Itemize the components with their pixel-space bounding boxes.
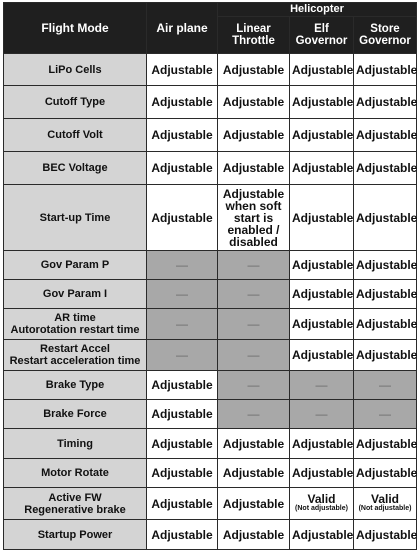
not-adjustable-note: (Not adjustable)	[358, 505, 412, 512]
cell-elf-governor: Adjustable	[290, 340, 354, 371]
row-label: Cutoff Type	[4, 86, 147, 119]
cell-linear-throttle: Adjustable	[218, 86, 290, 119]
table-row	[4, 459, 417, 488]
cell-store-governor: Adjustable	[354, 152, 417, 185]
cell-air-plane: Adjustable	[147, 429, 218, 459]
cell-air-plane-na: —	[147, 340, 218, 371]
cell-air-plane: Adjustable	[147, 185, 218, 251]
flight-mode-table	[3, 2, 417, 550]
row-label-line2: Restart acceleration time	[9, 355, 141, 367]
cell-store-governor-na: —	[354, 371, 417, 400]
cell-store-governor: Adjustable	[354, 340, 417, 371]
cell-linear-throttle-na: —	[218, 280, 290, 309]
row-label-line1: AR time	[54, 312, 96, 324]
cell-elf-governor-na: —	[290, 371, 354, 400]
cell-linear-throttle-na: —	[218, 371, 290, 400]
cell-store-governor-na: —	[354, 400, 417, 429]
valid-text: Valid	[371, 492, 400, 506]
cell-store-governor: Adjustable	[354, 54, 417, 86]
cell-linear-throttle: Adjustable	[218, 152, 290, 185]
cell-air-plane-na: —	[147, 251, 218, 280]
cell-air-plane-na: —	[147, 280, 218, 309]
cell-elf-governor-na: —	[290, 400, 354, 429]
cell-air-plane-na: —	[147, 309, 218, 340]
cell-store-governor-valid	[354, 488, 417, 520]
table-row	[4, 119, 417, 152]
cell-linear-throttle: Adjustable	[218, 429, 290, 459]
cell-linear-throttle: Adjustable	[218, 119, 290, 152]
cell-elf-governor: Adjustable	[290, 459, 354, 488]
cell-linear-throttle-na: —	[218, 340, 290, 371]
cell-store-governor: Adjustable	[354, 185, 417, 251]
table-row	[4, 340, 417, 371]
cell-linear-throttle: Adjustable	[218, 488, 290, 520]
cell-store-governor: Adjustable	[354, 86, 417, 119]
cell-air-plane: Adjustable	[147, 54, 218, 86]
table-row	[4, 309, 417, 340]
cell-elf-governor: Adjustable	[290, 119, 354, 152]
table-row	[4, 400, 417, 429]
cell-elf-governor: Adjustable	[290, 185, 354, 251]
cell-store-governor: Adjustable	[354, 520, 417, 550]
table-row	[4, 280, 417, 309]
cell-linear-throttle-na: —	[218, 251, 290, 280]
table-row	[4, 251, 417, 280]
cell-linear-throttle: Adjustable	[218, 520, 290, 550]
cell-air-plane: Adjustable	[147, 488, 218, 520]
row-label-line1: Restart Accel	[40, 343, 110, 355]
cell-elf-governor: Adjustable	[290, 280, 354, 309]
cell-linear-throttle-soft-start: Adjustable when soft start is enabled / disabled	[218, 185, 290, 251]
row-label-line2: Autorotation restart time	[10, 324, 140, 336]
header-linear-throttle: Linear Throttle	[218, 17, 290, 54]
table-row	[4, 54, 417, 86]
row-label	[4, 309, 147, 340]
row-label: Brake Force	[4, 400, 147, 429]
cell-elf-governor: Adjustable	[290, 251, 354, 280]
valid-text: Valid	[307, 492, 336, 506]
cell-air-plane: Adjustable	[147, 520, 218, 550]
cell-store-governor: Adjustable	[354, 459, 417, 488]
cell-linear-throttle-na: —	[218, 400, 290, 429]
row-label	[4, 340, 147, 371]
header-air-plane: Air plane	[147, 3, 218, 54]
table-row	[4, 185, 417, 251]
cell-air-plane: Adjustable	[147, 119, 218, 152]
row-label: BEC Voltage	[4, 152, 147, 185]
table-row	[4, 488, 417, 520]
cell-air-plane: Adjustable	[147, 86, 218, 119]
cell-elf-governor: Adjustable	[290, 54, 354, 86]
row-label: Start-up Time	[4, 185, 147, 251]
table-row	[4, 152, 417, 185]
row-label: Gov Param I	[4, 280, 147, 309]
cell-air-plane: Adjustable	[147, 400, 218, 429]
flight-mode-table-container	[3, 2, 416, 550]
row-label-line2: Regenerative brake	[24, 503, 126, 516]
cell-elf-governor: Adjustable	[290, 152, 354, 185]
table-row	[4, 371, 417, 400]
table-row	[4, 520, 417, 550]
cell-elf-governor: Adjustable	[290, 86, 354, 119]
header-store-governor: Store Governor	[354, 17, 417, 54]
table-row	[4, 86, 417, 119]
cell-air-plane: Adjustable	[147, 459, 218, 488]
cell-store-governor: Adjustable	[354, 251, 417, 280]
header-helicopter: Helicopter	[218, 3, 417, 17]
table-row	[4, 429, 417, 459]
row-label: LiPo Cells	[4, 54, 147, 86]
cell-elf-governor: Adjustable	[290, 429, 354, 459]
cell-store-governor: Adjustable	[354, 429, 417, 459]
row-label-line1: Active FW	[48, 491, 102, 504]
row-label: Brake Type	[4, 371, 147, 400]
cell-store-governor: Adjustable	[354, 280, 417, 309]
cell-air-plane: Adjustable	[147, 371, 218, 400]
cell-elf-governor-valid	[290, 488, 354, 520]
row-label: Motor Rotate	[4, 459, 147, 488]
row-label: Startup Power	[4, 520, 147, 550]
header-flight-mode: Flight Mode	[4, 3, 147, 54]
cell-elf-governor: Adjustable	[290, 309, 354, 340]
header-elf-governor: Elf Governor	[290, 17, 354, 54]
row-label	[4, 488, 147, 520]
cell-elf-governor: Adjustable	[290, 520, 354, 550]
not-adjustable-note: (Not adjustable)	[295, 505, 348, 512]
cell-linear-throttle-na: —	[218, 309, 290, 340]
row-label: Timing	[4, 429, 147, 459]
cell-store-governor: Adjustable	[354, 119, 417, 152]
row-label: Gov Param P	[4, 251, 147, 280]
row-label: Cutoff Volt	[4, 119, 147, 152]
cell-store-governor: Adjustable	[354, 309, 417, 340]
cell-linear-throttle: Adjustable	[218, 459, 290, 488]
cell-linear-throttle: Adjustable	[218, 54, 290, 86]
cell-air-plane: Adjustable	[147, 152, 218, 185]
